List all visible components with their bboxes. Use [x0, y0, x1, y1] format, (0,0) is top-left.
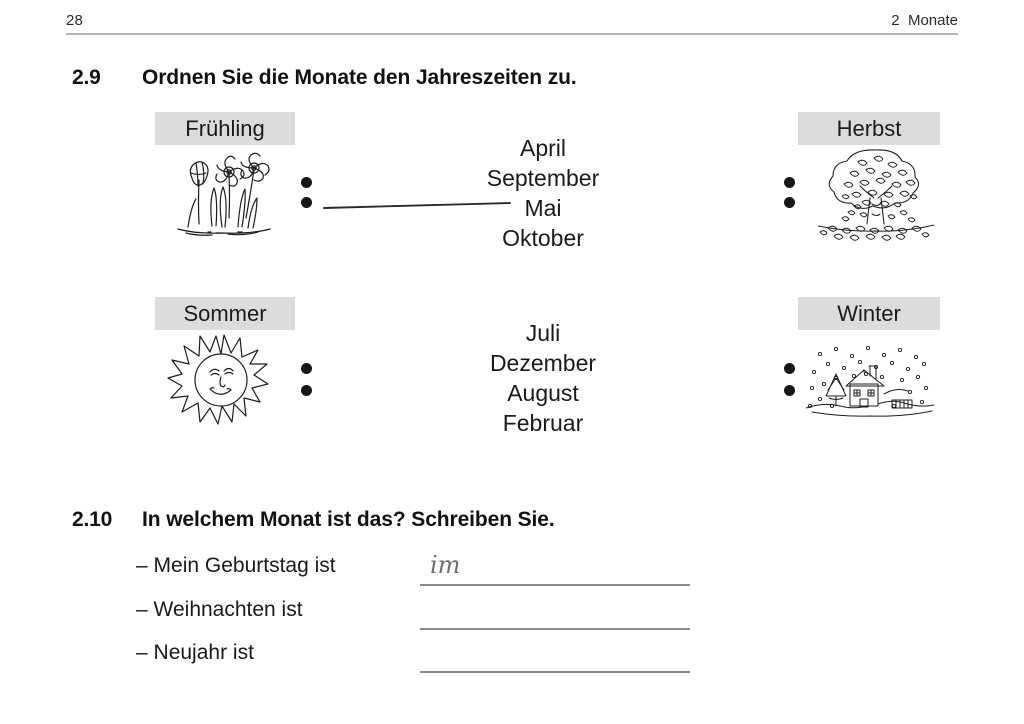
answer-row [136, 551, 696, 594]
month-group-top [440, 133, 646, 253]
fruehling-bullet-2[interactable] [301, 197, 312, 208]
answer-row [136, 598, 696, 638]
list-dash: – [136, 641, 148, 664]
page-header [66, 12, 958, 38]
winter-bullet-2[interactable] [784, 385, 795, 396]
list-dash: – [136, 554, 148, 577]
month-item[interactable]: Oktober [502, 225, 584, 251]
sommer-bullet-2[interactable] [301, 385, 312, 396]
spring-flowers-icon [172, 142, 276, 238]
winter-house-snow-icon [806, 344, 934, 420]
answer-prompt-text: Neujahr ist [153, 641, 254, 664]
month-item[interactable]: Februar [502, 410, 584, 436]
month-item[interactable]: April [519, 135, 566, 161]
season-label-winter: Winter [798, 297, 940, 330]
autumn-tree-icon [818, 146, 934, 242]
month-item[interactable]: August [507, 380, 579, 406]
answer-prompt-text: Weihnachten ist [153, 598, 303, 621]
chapter-label: 2 Monate [891, 12, 958, 29]
month-item[interactable]: Dezember [489, 350, 597, 376]
answer-line-neujahr[interactable] [420, 671, 690, 673]
answer-prompt-weihnachten [136, 598, 303, 622]
month-item[interactable]: Juli [525, 320, 561, 346]
answer-line-geburtstag[interactable] [420, 584, 690, 586]
herbst-bullet-2[interactable] [784, 197, 795, 208]
season-label-fruehling: Frühling [155, 112, 295, 145]
answer-prompt-geburtstag [136, 554, 336, 578]
month-item[interactable]: Mai [524, 195, 562, 221]
handwritten-answer-geburtstag: im [430, 551, 461, 579]
season-label-herbst: Herbst [798, 112, 940, 145]
page-number: 28 [66, 12, 84, 29]
answer-prompt-text: Mein Geburtstag ist [153, 554, 336, 577]
exercise-title-210: In welchem Monat ist das? Schreiben Sie. [142, 508, 555, 531]
list-dash: – [136, 598, 148, 621]
exercise-title-29: Ordnen Sie die Monate den Jahreszeiten zu. [142, 66, 577, 89]
exercise-number-29: 2.9 [72, 66, 101, 89]
herbst-bullet-1[interactable] [784, 177, 795, 188]
answer-row [136, 641, 696, 681]
exercise-number-210: 2.10 [72, 508, 113, 531]
month-group-bottom [440, 318, 646, 438]
winter-bullet-1[interactable] [784, 363, 795, 374]
answer-line-weihnachten[interactable] [420, 628, 690, 630]
fruehling-bullet-1[interactable] [301, 177, 312, 188]
season-label-sommer: Sommer [155, 297, 295, 330]
month-item[interactable]: September [486, 165, 600, 191]
answer-prompt-neujahr [136, 641, 254, 665]
summer-sun-icon [166, 330, 276, 430]
header-divider [66, 33, 958, 35]
sommer-bullet-1[interactable] [301, 363, 312, 374]
